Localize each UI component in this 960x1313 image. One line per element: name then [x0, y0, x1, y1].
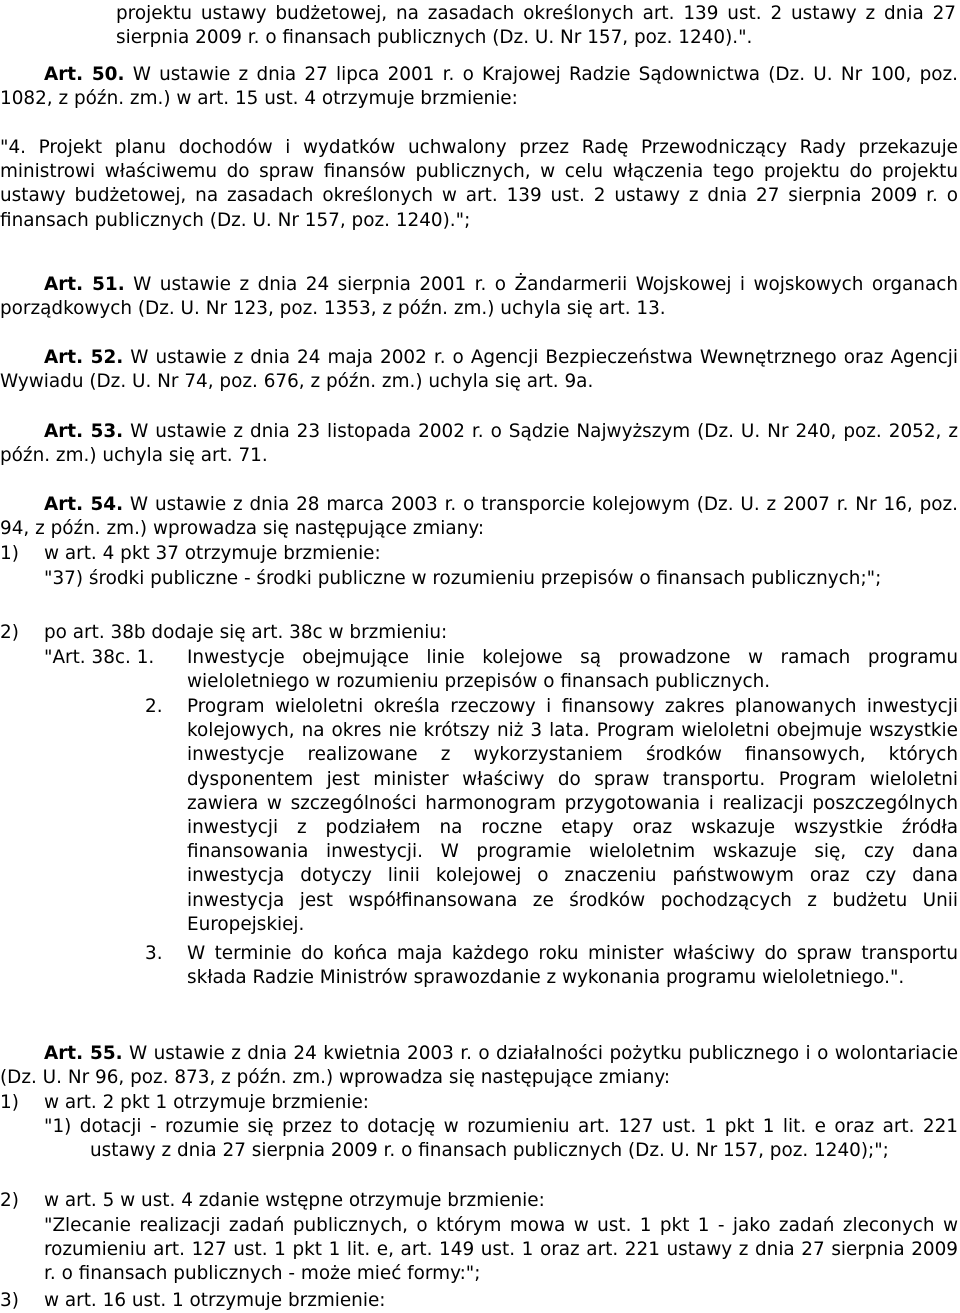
article-label: Art. 53. — [44, 421, 124, 442]
item-text: W terminie do końca maja każdego roku minister właściwy do spraw transportu składa Radzie Ministrów sprawozdanie z wykonania programu wieloletniego.". — [187, 943, 958, 989]
item-text: w art. 2 pkt 1 otrzymuje brzmienie: — [44, 1092, 369, 1113]
article-text: W ustawie z dnia 24 kwietnia 2003 r. o działalności pożytku publicznego i o wolontariacie (Dz. U. Nr 96, poz. 873, z późn. zm.) wprowadza się następujące zmiany: — [0, 1043, 959, 1089]
item-number: 2) — [0, 1190, 19, 1211]
article-55 — [0, 1042, 958, 1090]
item-number: 2) — [0, 622, 19, 643]
list-item — [0, 1189, 958, 1213]
article-52 — [0, 346, 958, 394]
article-label: Art. 50. — [44, 64, 125, 85]
item-number: 2. — [145, 696, 163, 717]
quoted-provision — [44, 567, 958, 591]
item-number: 1) — [0, 1092, 19, 1113]
article-text: W ustawie z dnia 23 listopada 2002 r. o Sądzie Najwyższym (Dz. U. Nr 240, poz. 2052, z późn. zm.) uchyla się art. 71. — [0, 421, 958, 467]
item-number: 1) — [0, 543, 19, 564]
quote-text: "1) dotacji - rozumie się przez to dotację w rozumieniu art. 127 ust. 1 pkt 1 lit. e oraz art. 221 ustawy z dnia 27 sierpnia 2009 r. o finansach publicznych (Dz. U. Nr 157, poz. 1240);"; — [44, 1116, 958, 1162]
item-number: 3. — [145, 943, 163, 964]
item-text: w art. 4 pkt 37 otrzymuje brzmienie: — [44, 543, 381, 564]
article-text: W ustawie z dnia 24 sierpnia 2001 r. o Żandarmerii Wojskowej i wojskowych organach porządkowych (Dz. U. Nr 123, poz. 1353, z późn. zm.) uchyla się art. 13. — [0, 274, 958, 320]
quoted-provision — [44, 1214, 958, 1287]
article-label: Art. 54. — [44, 494, 124, 515]
article-54 — [0, 493, 958, 541]
quoted-provision: "4. Projekt planu dochodów i wydatków uchwalony przez Radę Przewodniczący Rady przekazuje ministrowi właściwemu do spraw finansów publicznych, w celu włączenia tego projektu do projektu ustawy budżetowej, na zasadach określonych w art. 139 ust. 2 ustawy z dnia 27 sierpnia 2009 r. o finansach publicznych (Dz. U. Nr 157, poz. 1240)."; — [0, 137, 958, 231]
item-text: po art. 38b dodaje się art. 38c w brzmieniu: — [44, 622, 448, 643]
list-item — [0, 621, 958, 645]
article-51 — [0, 273, 958, 321]
list-item — [0, 542, 958, 566]
article-53 — [0, 420, 958, 468]
article-50-quote — [0, 136, 958, 233]
quoted-provision — [44, 1115, 958, 1163]
paragraph-continuation — [116, 2, 956, 50]
item-text: w art. 5 w ust. 4 zdanie wstępne otrzymuje brzmienie: — [44, 1190, 545, 1211]
paragraph-text: projektu ustawy budżetowej, na zasadach określonych art. 139 ust. 2 ustawy z dnia 27 sierpnia 2009 r. o finansach publicznych (Dz. U. Nr 157, poz. 1240).". — [116, 3, 956, 49]
item-text: Inwestycje obejmujące linie kolejowe są prowadzone w ramach programu wieloletniego w rozumieniu przepisów o finansach publicznych. — [187, 647, 958, 693]
list-item — [0, 1289, 958, 1313]
article-text: W ustawie z dnia 27 lipca 2001 r. o Krajowej Radzie Sądownictwa (Dz. U. Nr 100, poz. 1082, z późn. zm.) w art. 15 ust. 4 otrzymuje brzmienie: — [0, 64, 959, 110]
list-item — [0, 1091, 958, 1115]
quote-text: "37) środki publiczne - środki publiczne w rozumieniu przepisów o finansach publicznych;"; — [44, 568, 882, 589]
item-text: w art. 16 ust. 1 otrzymuje brzmienie: — [44, 1290, 386, 1311]
article-label: "Art. 38c. 1. — [44, 647, 155, 668]
article-text: W ustawie z dnia 24 maja 2002 r. o Agencji Bezpieczeństwa Wewnętrznego oraz Agencji Wywiadu (Dz. U. Nr 74, poz. 676, z późn. zm.) uchyla się art. 9a. — [0, 347, 958, 393]
article-label: Art. 51. — [44, 274, 125, 295]
item-text: Program wieloletni określa rzeczowy i finansowy zakres planowanych inwestycji kolejowych, na okres nie krótszy niż 3 lata. Program wieloletni obejmuje wszystkie inwestycje realizowane z wykorzystaniem środków finansowych, których dysponentem jest minister właściwy do spraw transportu. Program wieloletni zawiera w szczególności harmonogram przygotowania i realizacji poszczególnych inwestycji z podziałem na roczne etapy oraz wskazuje wszystkie źródła finansowania inwestycji. W programie wieloletnim wskazuje się, czy dana inwestycja dotyczy linii kolejowej o znaczeniu państwowym oraz czy dana inwestycja jest współfinansowana ze środków pochodzących z budżetu Unii Europejskiej. — [187, 696, 958, 935]
article-50 — [0, 63, 958, 111]
article-text: W ustawie z dnia 28 marca 2003 r. o transporcie kolejowym (Dz. U. z 2007 r. Nr 16, poz. 94, z późn. zm.) wprowadza się następujące zmiany: — [0, 494, 958, 540]
quote-text: "Zlecanie realizacji zadań publicznych, o którym mowa w ust. 1 pkt 1 - jako zadań zleconych w rozumieniu art. 127 ust. 1 pkt 1 lit. e, art. 149 ust. 1 oraz art. 221 ustawy z dnia 27 sierpnia 2009 r. o finansach publicznych - może mieć formy:"; — [44, 1215, 958, 1285]
item-number: 3) — [0, 1290, 19, 1311]
article-label: Art. 55. — [44, 1043, 123, 1064]
article-label: Art. 52. — [44, 347, 124, 368]
